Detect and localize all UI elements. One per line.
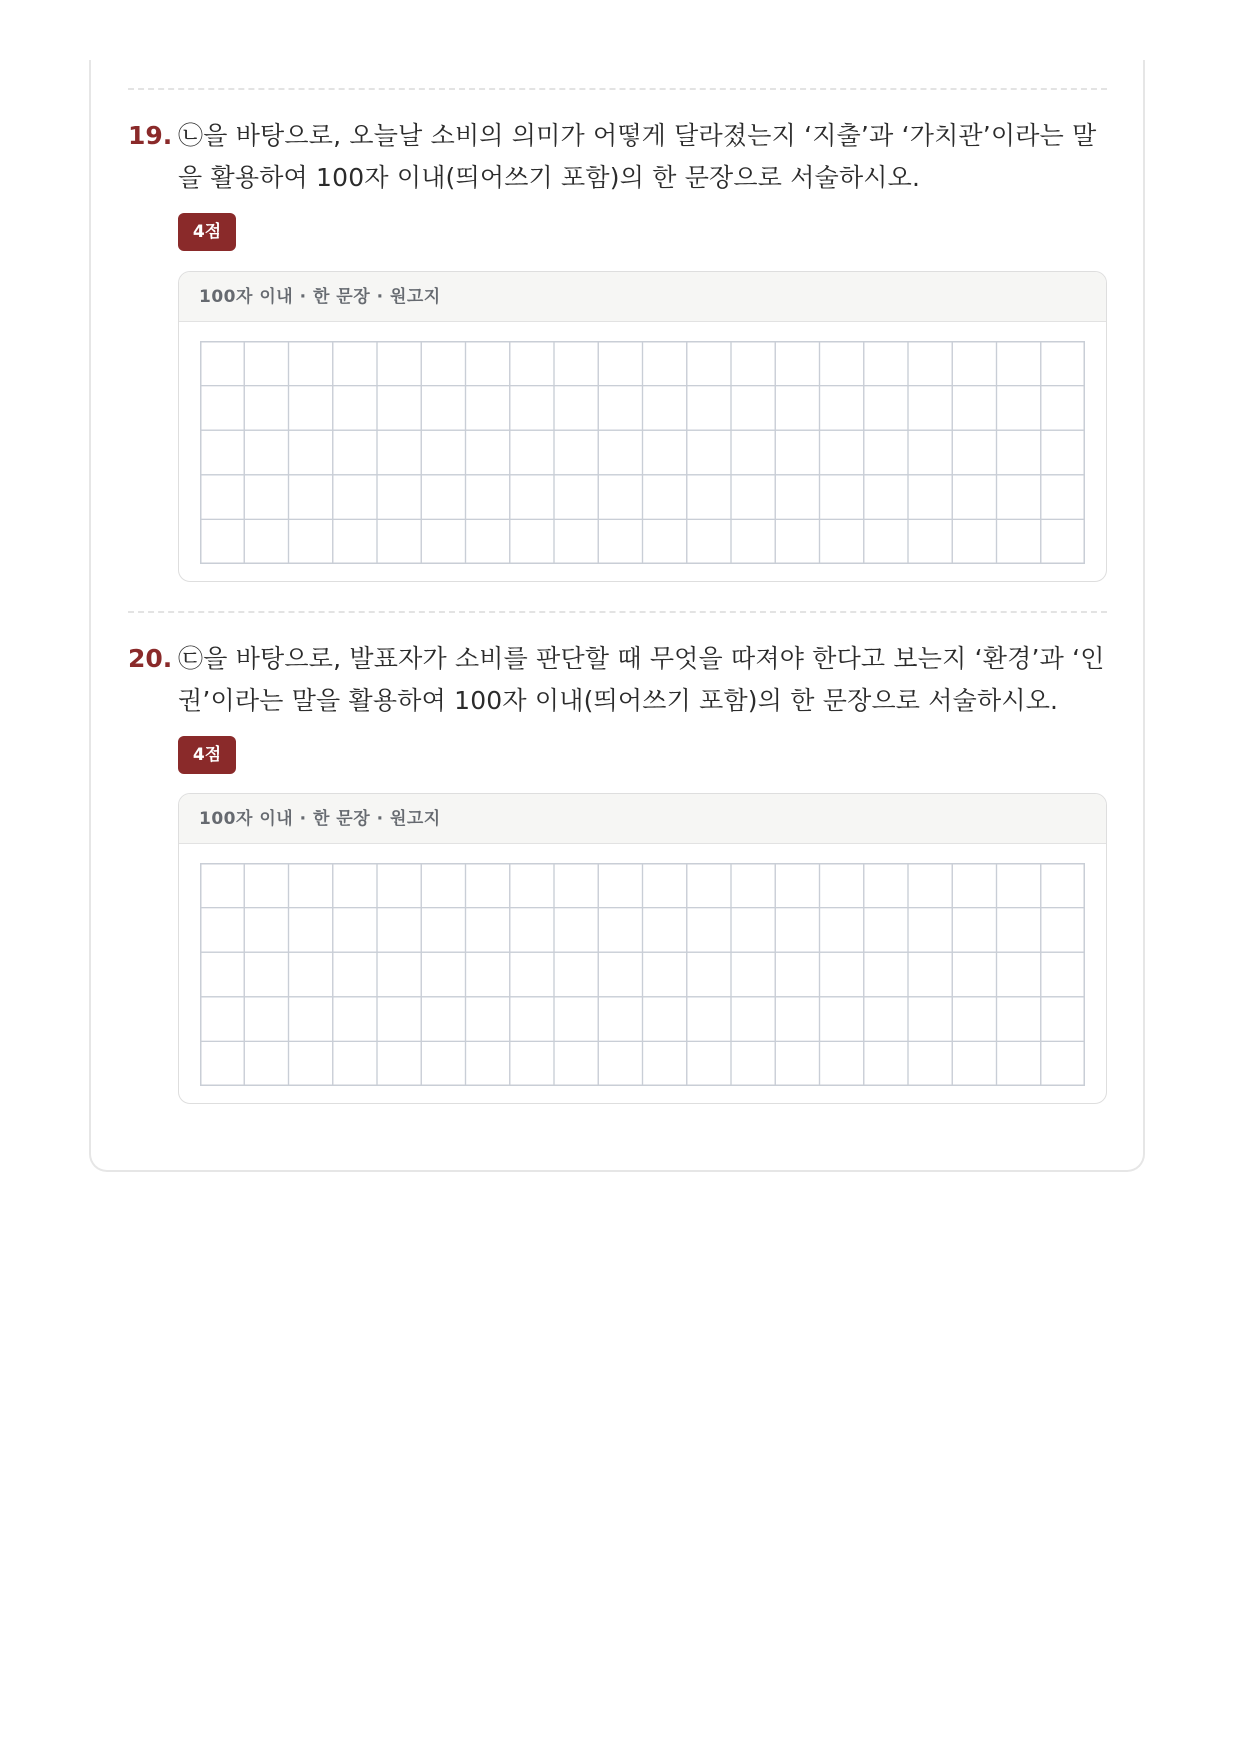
grid-cell[interactable] [510,908,554,953]
grid-cell[interactable] [997,908,1041,953]
grid-cell[interactable] [820,475,864,520]
grid-cell[interactable] [908,519,952,564]
grid-cell[interactable] [333,997,377,1042]
grid-cell[interactable] [864,475,908,520]
points-badge: 4점 [178,736,236,774]
question-text: ㉡을 바탕으로, 오늘날 소비의 의미가 어떻게 달라졌는지 ‘지출’과 ‘가치관’이라는 말을 활용하여 100자 이내(띄어쓰기 포함)의 한 문장으로 서술하시오. [178,121,1097,192]
grid-cell[interactable] [731,475,775,520]
grid-cell[interactable] [997,1041,1041,1086]
grid-cell[interactable] [820,1041,864,1086]
grid-cell[interactable] [864,341,908,386]
question-number: 20. [128,644,173,673]
grid-cell[interactable] [997,519,1041,564]
grid-cell[interactable] [908,430,952,475]
grid-cell[interactable] [997,341,1041,386]
grid-cell[interactable] [820,952,864,997]
grid-cell[interactable] [466,519,510,564]
grid-cell[interactable] [952,341,996,386]
grid-cell[interactable] [554,519,598,564]
grid-cell[interactable] [1041,952,1085,997]
grid-cell[interactable] [377,997,421,1042]
grid-cell[interactable] [377,1041,421,1086]
grid-cell[interactable] [554,341,598,386]
grid-cell[interactable] [775,908,819,953]
grid-cell[interactable] [1041,1041,1085,1086]
grid-cell[interactable] [466,341,510,386]
grid-cell[interactable] [289,952,333,997]
grid-cell[interactable] [244,519,288,564]
grid-cell[interactable] [421,952,465,997]
grid-cell[interactable] [643,386,687,431]
grid-cell[interactable] [687,386,731,431]
grid-cell[interactable] [775,386,819,431]
grid-cell[interactable] [864,863,908,908]
grid-cell[interactable] [510,475,554,520]
grid-cell[interactable] [820,386,864,431]
grid-cell[interactable] [731,519,775,564]
grid-cell[interactable] [952,1041,996,1086]
grid-cell[interactable] [554,952,598,997]
grid-cell[interactable] [333,475,377,520]
grid-cell[interactable] [377,341,421,386]
grid-cell[interactable] [598,1041,642,1086]
grid-cell[interactable] [908,952,952,997]
grid-cell[interactable] [244,908,288,953]
grid-cell[interactable] [466,430,510,475]
grid-cell[interactable] [643,1041,687,1086]
grid-cell[interactable] [864,952,908,997]
grid-cell[interactable] [908,1041,952,1086]
grid-cell[interactable] [554,430,598,475]
grid-cell[interactable] [775,519,819,564]
grid-cell[interactable] [421,863,465,908]
grid-cell[interactable] [200,1041,244,1086]
grid-cell[interactable] [466,1041,510,1086]
grid-cell[interactable] [1041,997,1085,1042]
grid-cell[interactable] [200,386,244,431]
grid-cell[interactable] [908,908,952,953]
grid-cell[interactable] [466,475,510,520]
grid-cell[interactable] [1041,908,1085,953]
grid-cell[interactable] [952,997,996,1042]
grid-cell[interactable] [908,386,952,431]
grid-cell[interactable] [687,908,731,953]
grid-cell[interactable] [466,386,510,431]
grid-cell[interactable] [510,952,554,997]
grid-cell[interactable] [598,863,642,908]
grid-cell[interactable] [421,908,465,953]
grid-cell[interactable] [1041,475,1085,520]
grid-cell[interactable] [952,475,996,520]
grid-cell[interactable] [820,997,864,1042]
grid-cell[interactable] [333,1041,377,1086]
grid-cell[interactable] [289,863,333,908]
answer-header: 100자 이내 · 한 문장 · 원고지 [179,272,1106,322]
grid-cell[interactable] [289,519,333,564]
grid-cell[interactable] [864,519,908,564]
grid-cell[interactable] [820,863,864,908]
grid-cell[interactable] [200,475,244,520]
grid-cell[interactable] [687,430,731,475]
grid-cell[interactable] [200,519,244,564]
grid-cell[interactable] [731,863,775,908]
grid-cell[interactable] [333,341,377,386]
grid-cell[interactable] [598,519,642,564]
grid-cell[interactable] [333,386,377,431]
divider-top [128,88,1107,90]
grid-cell[interactable] [598,430,642,475]
grid-cell[interactable] [421,519,465,564]
grid-cell[interactable] [775,475,819,520]
grid-cell[interactable] [289,908,333,953]
grid-cell[interactable] [820,908,864,953]
grid-cell[interactable] [820,341,864,386]
grid-cell[interactable] [421,341,465,386]
grid-cell[interactable] [775,430,819,475]
grid-cell[interactable] [377,863,421,908]
grid-cell[interactable] [289,430,333,475]
grid-cell[interactable] [908,341,952,386]
grid-cell[interactable] [377,908,421,953]
points-badge: 4점 [178,213,236,251]
grid-cell[interactable] [200,908,244,953]
grid-cell[interactable] [952,908,996,953]
grid-cell[interactable] [952,952,996,997]
grid-cell[interactable] [466,863,510,908]
grid-cell[interactable] [864,386,908,431]
grid-cell[interactable] [1041,341,1085,386]
grid-cell[interactable] [775,863,819,908]
grid-cell[interactable] [643,952,687,997]
grid-cell[interactable] [598,997,642,1042]
grid-cell[interactable] [289,1041,333,1086]
grid-cell[interactable] [731,952,775,997]
grid-cell[interactable] [554,386,598,431]
grid-cell[interactable] [466,952,510,997]
grid-cell[interactable] [554,475,598,520]
grid-cell[interactable] [200,952,244,997]
grid-cell[interactable] [289,341,333,386]
grid-cell[interactable] [775,997,819,1042]
grid-cell[interactable] [598,475,642,520]
grid-cell[interactable] [333,430,377,475]
question-number: 19. [128,121,173,150]
grid-cell[interactable] [377,952,421,997]
grid-cell[interactable] [731,430,775,475]
grid-cell[interactable] [997,475,1041,520]
grid-cell[interactable] [289,997,333,1042]
grid-cell[interactable] [952,863,996,908]
grid-cell[interactable] [731,341,775,386]
grid-cell[interactable] [466,908,510,953]
grid-cell[interactable] [289,475,333,520]
grid-cell[interactable] [687,519,731,564]
grid-cell[interactable] [377,519,421,564]
grid-cell[interactable] [952,430,996,475]
answer-box[interactable] [178,793,1107,1104]
answer-box[interactable] [178,271,1107,582]
grid-cell[interactable] [731,997,775,1042]
grid-cell[interactable] [908,475,952,520]
grid-cell[interactable] [598,908,642,953]
manuscript-grid[interactable] [200,341,1085,564]
grid-cell[interactable] [377,475,421,520]
grid-cell[interactable] [244,341,288,386]
grid-cell[interactable] [510,997,554,1042]
grid-cell[interactable] [731,908,775,953]
grid-cell[interactable] [643,475,687,520]
grid-cell[interactable] [377,430,421,475]
grid-cell[interactable] [775,1041,819,1086]
grid-cell[interactable] [775,952,819,997]
grid-cell[interactable] [200,341,244,386]
grid-cell[interactable] [820,430,864,475]
grid-cell[interactable] [333,519,377,564]
grid-cell[interactable] [908,997,952,1042]
grid-cell[interactable] [864,1041,908,1086]
grid-cell[interactable] [731,1041,775,1086]
grid-cell[interactable] [554,997,598,1042]
grid-cell[interactable] [908,863,952,908]
grid-cell[interactable] [377,386,421,431]
grid-cell[interactable] [421,386,465,431]
grid-cell[interactable] [687,952,731,997]
grid-cell[interactable] [510,430,554,475]
grid-cell[interactable] [1041,863,1085,908]
grid-cell[interactable] [244,475,288,520]
grid-cell[interactable] [1041,430,1085,475]
grid-cell[interactable] [554,863,598,908]
grid-cell[interactable] [997,997,1041,1042]
grid-cell[interactable] [510,1041,554,1086]
grid-cell[interactable] [643,908,687,953]
grid-cell[interactable] [687,341,731,386]
grid-cell[interactable] [421,475,465,520]
grid-cell[interactable] [466,997,510,1042]
answer-header: 100자 이내 · 한 문장 · 원고지 [179,794,1106,844]
grid-cell[interactable] [864,908,908,953]
grid-cell[interactable] [952,519,996,564]
grid-cell[interactable] [598,386,642,431]
grid-cell[interactable] [510,341,554,386]
grid-cell[interactable] [643,997,687,1042]
grid-cell[interactable] [598,341,642,386]
grid-cell[interactable] [554,1041,598,1086]
grid-cell[interactable] [200,863,244,908]
grid-cell[interactable] [952,386,996,431]
grid-cell[interactable] [687,475,731,520]
grid-cell[interactable] [1041,519,1085,564]
grid-cell[interactable] [731,386,775,431]
grid-cell[interactable] [775,341,819,386]
grid-cell[interactable] [643,519,687,564]
grid-cell[interactable] [864,430,908,475]
grid-cell[interactable] [421,1041,465,1086]
grid-cell[interactable] [687,863,731,908]
grid-cell[interactable] [687,997,731,1042]
grid-cell[interactable] [997,386,1041,431]
grid-cell[interactable] [997,430,1041,475]
grid-cell[interactable] [244,430,288,475]
grid-cell[interactable] [200,430,244,475]
question-text: ㉢을 바탕으로, 발표자가 소비를 판단할 때 무엇을 따져야 한다고 보는지 ‘환경’과 ‘인권’이라는 말을 활용하여 100자 이내(띄어쓰기 포함)의 한 문장으로 서술하시오. [178,644,1105,715]
divider-middle [128,611,1107,613]
grid-cell[interactable] [864,997,908,1042]
grid-cell[interactable] [997,863,1041,908]
grid-cell[interactable] [820,519,864,564]
grid-cell[interactable] [244,863,288,908]
grid-cell[interactable] [643,341,687,386]
grid-cell[interactable] [997,952,1041,997]
grid-cell[interactable] [244,1041,288,1086]
grid-cell[interactable] [244,997,288,1042]
grid-cell[interactable] [421,997,465,1042]
grid-cell[interactable] [1041,386,1085,431]
grid-cell[interactable] [421,430,465,475]
grid-cell[interactable] [510,519,554,564]
grid-cell[interactable] [333,952,377,997]
grid-cell[interactable] [510,386,554,431]
grid-cell[interactable] [687,1041,731,1086]
grid-cell[interactable] [510,863,554,908]
grid-cell[interactable] [244,952,288,997]
manuscript-grid[interactable] [200,863,1085,1086]
grid-cell[interactable] [643,863,687,908]
grid-cell[interactable] [200,997,244,1042]
grid-cell[interactable] [598,952,642,997]
grid-cell[interactable] [333,863,377,908]
grid-cell[interactable] [333,908,377,953]
grid-cell[interactable] [643,430,687,475]
grid-cell[interactable] [289,386,333,431]
grid-cell[interactable] [244,386,288,431]
grid-cell[interactable] [554,908,598,953]
